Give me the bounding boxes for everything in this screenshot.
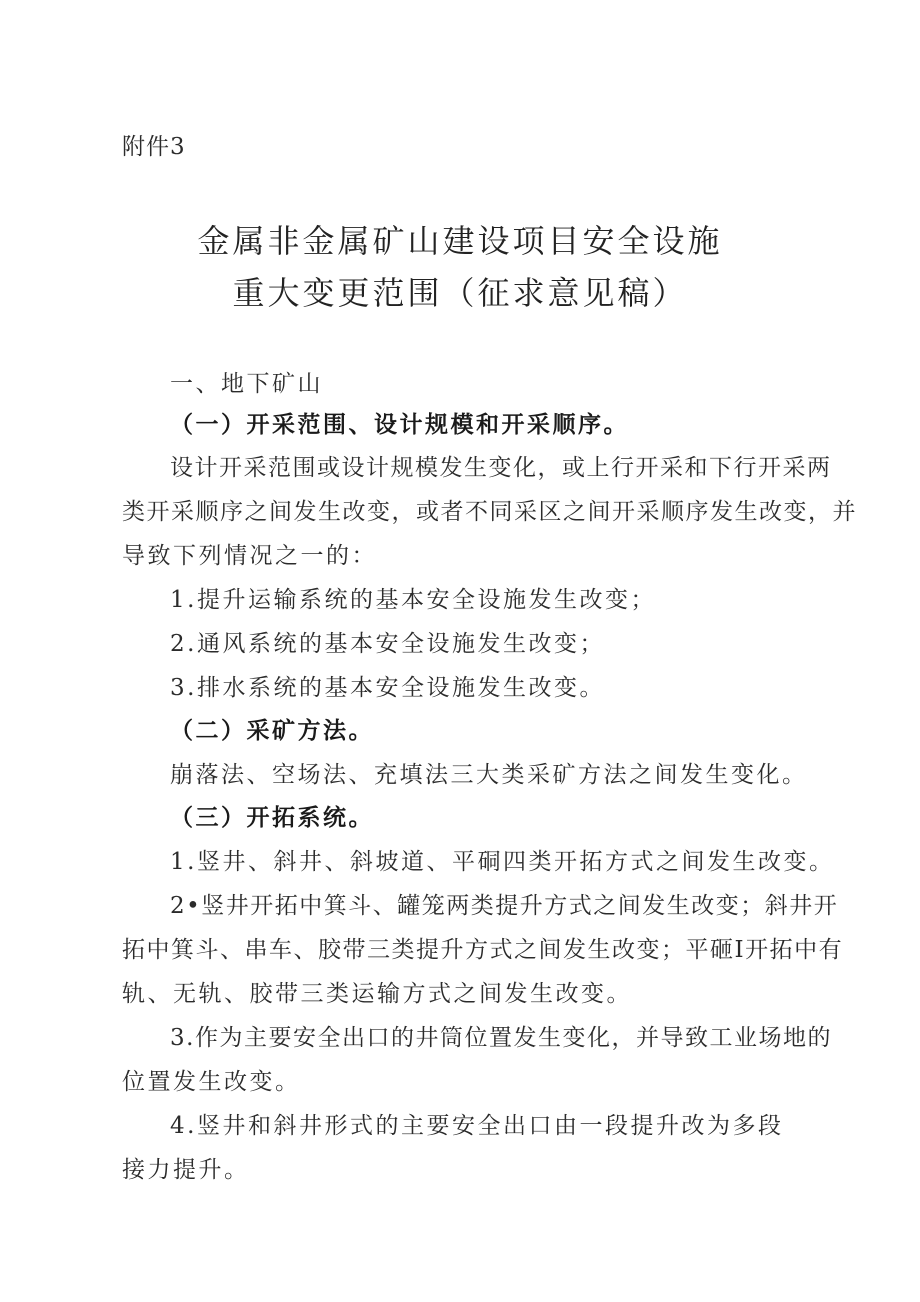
subsection-heading-mining-scope: （一）开采范围、设计规模和开采顺序。 — [170, 411, 629, 438]
section-heading-underground-mine: 一、地下矿山 — [170, 371, 323, 397]
document-title-line-2: 重大变更范围（征求意见稿） — [232, 274, 688, 312]
document-title-line-1: 金属非金属矿山建设项目安全设施 — [197, 222, 723, 260]
paragraph-line: 位置发生改变。 — [122, 1069, 301, 1095]
paragraph-line: 设计开采范围或设计规模发生变化，或上行开采和下行开采两 — [170, 455, 832, 481]
subsection-heading-development-system: （三）开拓系统。 — [170, 804, 374, 831]
paragraph-line: 导致下列情况之一的： — [122, 543, 377, 569]
paragraph-line: 轨、无轨、胶带三类运输方式之间发生改变。 — [122, 981, 632, 1007]
paragraph-line: 3.作为主要安全出口的井筒位置发生变化，并导致工业场地的 — [170, 1025, 832, 1051]
list-item: 1.提升运输系统的基本安全设施发生改变； — [170, 587, 656, 613]
paragraph-line: 2•竖井开拓中箕斗、罐笼两类提升方式之间发生改变；斜井开 — [170, 893, 839, 919]
paragraph-line: 类开采顺序之间发生改变，或者不同采区之间开采顺序发生改变，并 — [122, 499, 857, 525]
attachment-label: 附件3 — [122, 134, 186, 160]
list-item: 1.竖井、斜井、斜坡道、平硐四类开拓方式之间发生改变。 — [170, 849, 835, 875]
subsection-heading-mining-method: （二）采矿方法。 — [170, 717, 374, 744]
paragraph-line: 接力提升。 — [122, 1157, 250, 1183]
paragraph-line: 4.竖井和斜井形式的主要安全出口由一段提升改为多段 — [170, 1113, 784, 1139]
list-item: 3.排水系统的基本安全设施发生改变。 — [170, 675, 605, 701]
paragraph-line: 拓中箕斗、串车、胶带三类提升方式之间发生改变；平砸I开拓中有 — [122, 937, 844, 963]
paragraph-line: 崩落法、空场法、充填法三大类采矿方法之间发生变化。 — [170, 762, 808, 788]
list-item: 2.通风系统的基本安全设施发生改变； — [170, 631, 605, 657]
